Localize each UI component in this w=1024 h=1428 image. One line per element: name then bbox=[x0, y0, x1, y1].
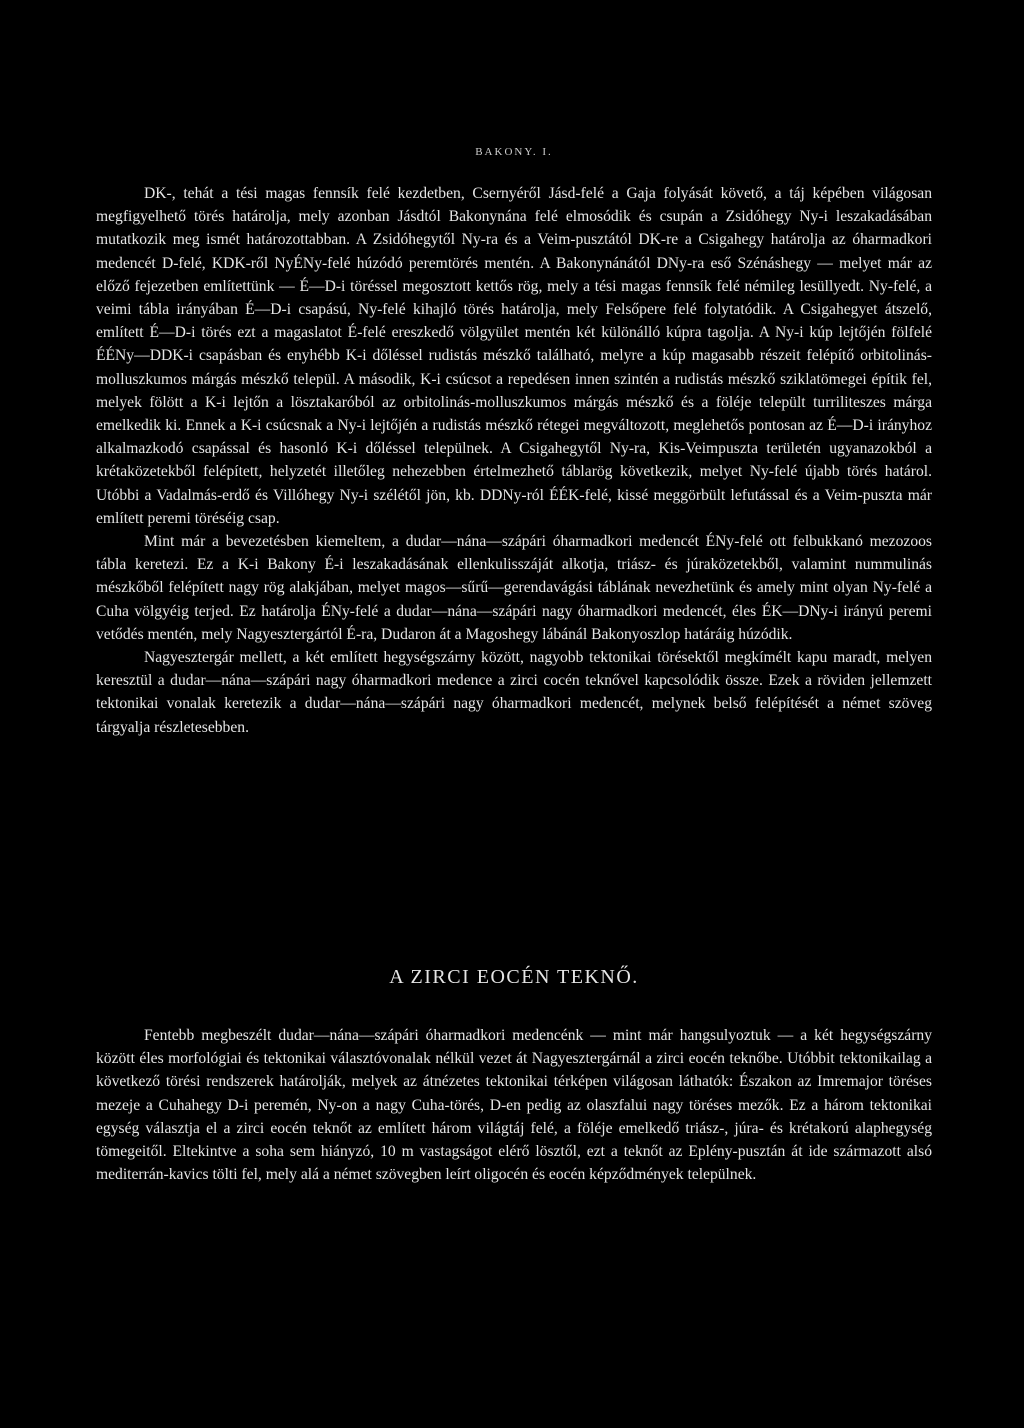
section-paragraph-1: Fentebb megbeszélt dudar—nána—szápári óharmadkori medencénk — mint már hangsulyoztuk — a két hegységszárny között éles morfológiai és tektonikai választóvonalak nélkül vezet át Nagyesztergárnál a zirci eocén teknőbe. Utóbbit tektonikailag a következő törési rendszerek határolják, melyek az átnézetes tektonikai térképen világosan láthatók: Északon az Imremajor töréses mezeje a Cuhahegy D-i peremén, Ny-on a nagy Cuha-törés, D-en pedig az olaszfalui nagy töréses mezők. Ez a három tektonikai egység választja el a zirci eocén teknőt az említett három világtáj felé, a föléje emelkedő triász-, júra- és krétakorú alaphegység tömegeitől. Eltekintve a soha sem hiányzó, 10 m vastagságot elérő lösztől, ezt a teknőt az Eplény-pusztán át ide származott alsó mediterrán-kavics tölti fel, mely alá a német szövegben leírt oligocén és eocén képződmények települnek. bbox=[96, 1027, 932, 1184]
paragraph-2: Mint már a bevezetésben kiemeltem, a dudar—nána—szápári óharmadkori medencét ÉNy-felé ott felbukkanó mezozoos tábla keretezi. Ez a K-i Bakony É-i leszakadásának ellenkulisszáját alkotja, triász- és júraközetekből, valamint nummulinás mészkőből felépített nagy rög alakjában, melyet magos—sűrű—gerendavágási táblának nevezhetünk és amely mint olyan Ny-felé a Cuha völgyéig terjed. Ez határolja ÉNy-felé a dudar—nána—szápári nagy óharmadkori medencét, éles ÉK—DNy-i irányú peremi vetődés mentén, mely Nagyesztergártól É-ra, Dudaron át a Magoshegy lábánál Bakonyoszlop határáig húzódik. bbox=[96, 533, 932, 643]
main-text bbox=[96, 182, 932, 739]
paragraph-3: Nagyesztergár mellett, a két említett hegységszárny között, nagyobb tektonikai törésektől megkímélt kapu maradt, melyen keresztül a dudar—nána—szápári nagy óharmadkori medence a zirci cocén teknővel kapcsolódik össze. Ezek a röviden jellemzett tektonikai vonalak keretezik a dudar—nána—szápári nagy óharmadkori medencét, melynek belső felépítését a német szöveg tárgyalja részletesebben. bbox=[96, 649, 932, 736]
section-text bbox=[96, 1024, 932, 1186]
paragraph-1: DK-, tehát a tési magas fennsík felé kezdetben, Csernyéről Jásd-felé a Gaja folyását követő, a táj képében világosan megfigyelhető törés határolja, mely azonban Jásdtól Bakonynána felé elmosódik és csupán a Zsidóhegy Ny-i leszakadásában mutatkozik meg ismét határozottabban. A Zsidóhegytől Ny-ra és a Veim-pusztától DK-re a Csigahegy határolja az óharmadkori medencét D-felé, KDK-ről NyÉNy-felé húzódó peremtörés mentén. A Bakonynánától DNy-ra eső Szénáshegy — melyet már az előző fejezetben említettünk — É—D-i töréssel megosztott kettős rög, mely a tési magas fennsík felé némileg lesüllyedt. Ny-felé, a veimi tábla irányában É—D-i csapású, Ny-felé kihajló törés határolja, mely Felsőpere felé folytatódik. A Csigahegyet átszelő, említett É—D-i törés ezt a magaslatot É-felé ereszkedő völgyület mentén két különálló kúpra tagolja. A Ny-i kúp lejtőjén fölfelé ÉÉNy—DDK-i csapásban és enyhébb K-i dőléssel rudistás mészkő található, melyre a kúp magasabb részeit felépítő orbitolinás-molluszkumos márgás mészkő települ. A második, K-i csúcsot a repedésen innen szintén a rudistás mészkő sziklatömegei építik fel, melyek fölött a K-i lejtőn a lösztakaróból az orbitolinás-molluszkumos márgás mészkő és a föléje települt turriliteszes márga emelkedik ki. Ennek a K-i csúcsnak a Ny-i lejtőjén a rudistás mészkő rétegei megváltozott, meglehetős pontosan az É—D-i irányhoz alkalmazkodó csapással és hasonló K-i dőléssel települnek. A Csigahegytől Ny-ra, Kis-Veimpuszta területén ugyanazokból a krétaközetekből felépített, helyzetét illetőleg nehezebben értelmezhető táblarög következik, melyet Ny-felé újabb törés határol. Utóbbi a Vadalmás-erdő és Villóhegy Ny-i szélétől jön, kb. DDNy-ról ÉÉK-felé, kissé meggörbült lefutással és a Veim-puszta már említett peremi töréséig csap. bbox=[96, 185, 932, 527]
section-heading: A ZIRCI EOCÉN TEKNŐ. bbox=[389, 966, 639, 988]
running-head: BAKONY. I. bbox=[475, 146, 553, 158]
